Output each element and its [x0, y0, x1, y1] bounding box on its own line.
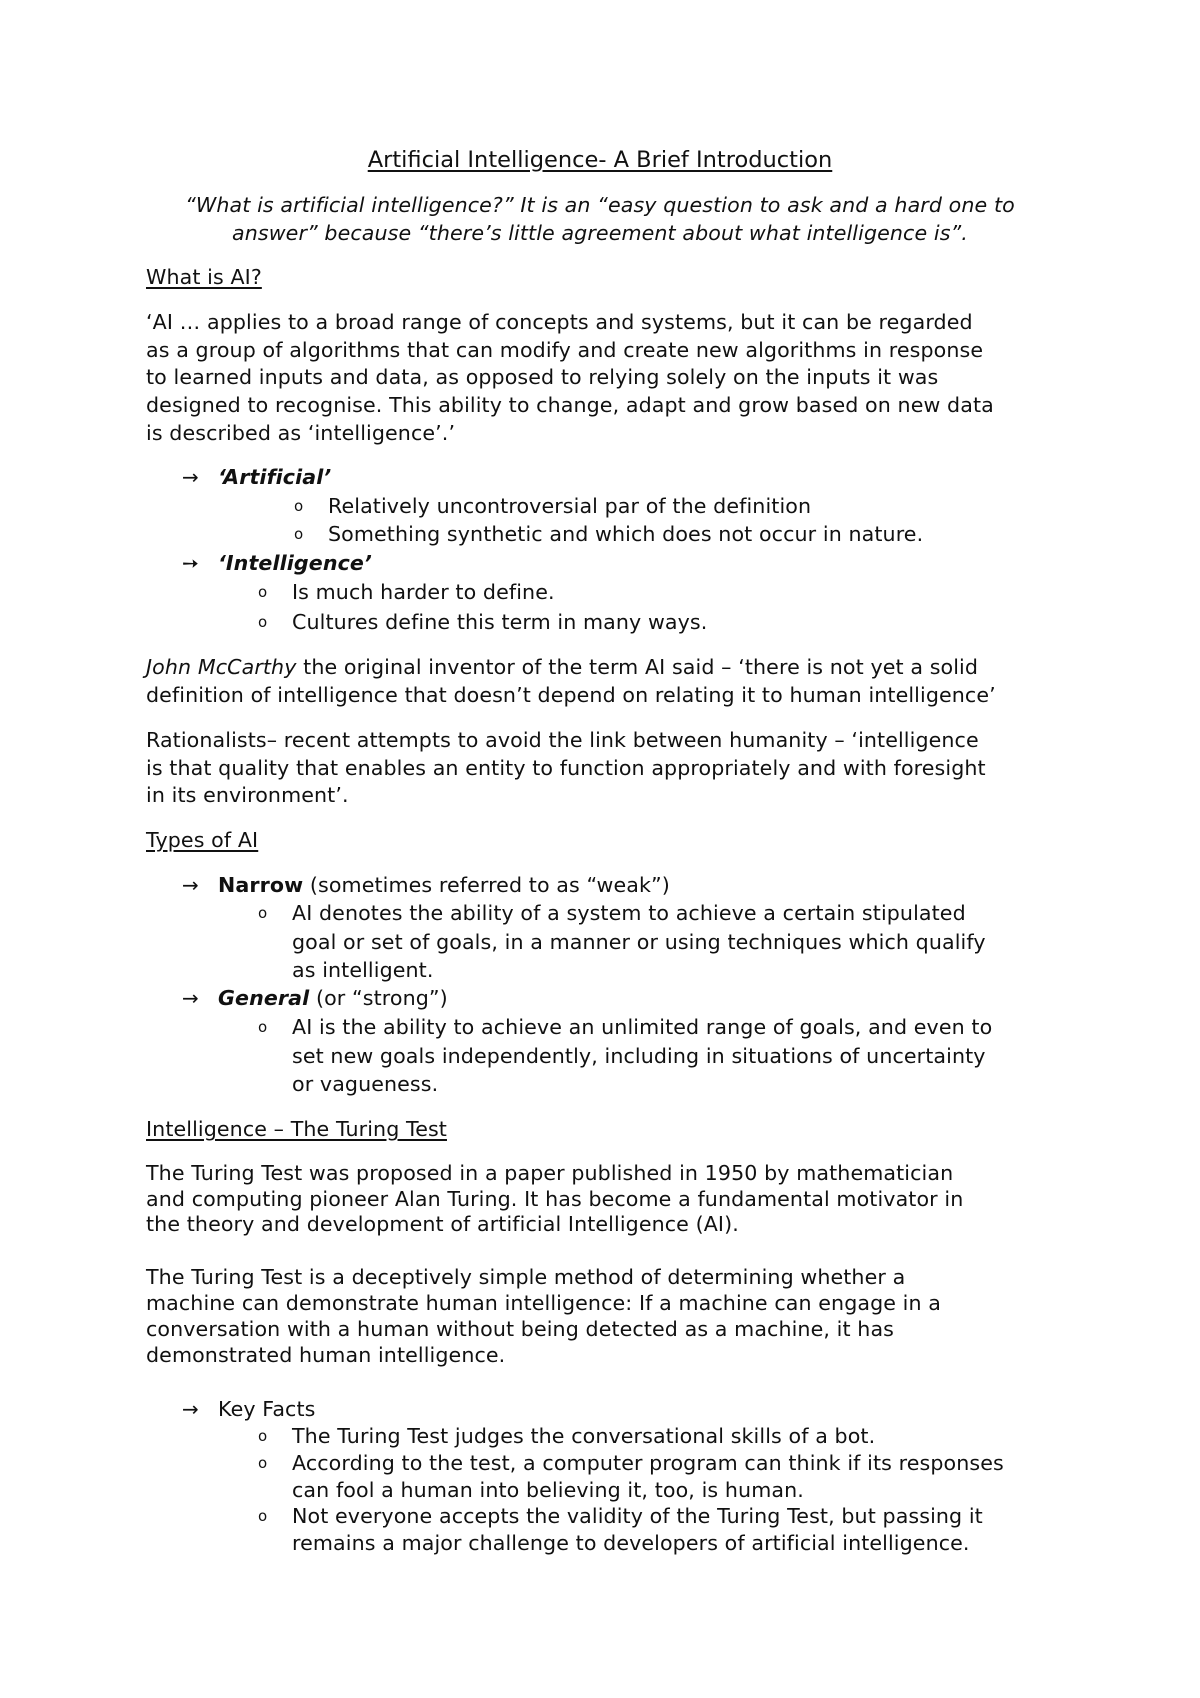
turing-para1-line-2: and computing pioneer Alan Turing. It has become a fundamental motivator in — [146, 1187, 964, 1211]
key-fact-2-line-1: According to the test, a computer program can think if its responses — [292, 1451, 1004, 1475]
section-heading-what-is-ai: What is AI? — [146, 265, 262, 289]
quote-line-4: designed to recognise. This ability to change, adapt and grow based on new data — [146, 393, 994, 417]
bullet-icon: o — [258, 583, 268, 601]
quote-line-3: to learned inputs and data, as opposed to relying solely on the inputs it was — [146, 365, 939, 389]
arrow-icon: → — [182, 1397, 199, 1421]
label-general: General — [218, 986, 310, 1010]
rationalists-line-1: Rationalists– recent attempts to avoid the link between humanity – ‘intelligence — [146, 728, 979, 752]
narrow-point-line-3: as intelligent. — [292, 958, 434, 982]
intelligence-point-2: Cultures define this term in many ways. — [292, 610, 708, 634]
rationalists-line-2: is that quality that enables an entity to function appropriately and with foresight — [146, 756, 986, 780]
artificial-point-2: Something synthetic and which does not occur in nature. — [328, 522, 924, 546]
turing-para2-line-3: conversation with a human without being detected as a machine, it has — [146, 1317, 894, 1341]
turing-para2-line-4: demonstrated human intelligence. — [146, 1343, 506, 1367]
turing-para1-line-3: the theory and development of artificial Intelligence (AI). — [146, 1212, 739, 1236]
bullet-icon: o — [258, 1018, 268, 1036]
artificial-point-1: Relatively uncontroversial par of the definition — [328, 494, 812, 518]
page-title: Artificial Intelligence- A Brief Introduction — [367, 147, 833, 173]
arrow-icon: → — [182, 873, 199, 897]
turing-para1-line-1: The Turing Test was proposed in a paper published in 1950 by mathematician — [146, 1161, 954, 1185]
intelligence-point-1: Is much harder to define. — [292, 580, 555, 604]
label-narrow: Narrow — [218, 873, 304, 897]
bold-arrow-icon: ➙ — [182, 551, 199, 575]
narrow-point-line-2: goal or set of goals, in a manner or using techniques which qualify — [292, 930, 986, 954]
mccarthy-name: John McCarthy — [146, 655, 297, 679]
bullet-icon: o — [258, 1454, 268, 1472]
key-fact-3-line-2: remains a major challenge to developers of artificial intelligence. — [292, 1531, 970, 1555]
bullet-icon: o — [258, 1427, 268, 1445]
mccarthy-line-2: definition of intelligence that doesn’t depend on relating it to human intelligence’ — [146, 683, 996, 707]
intro-line-2: answer” because “there’s little agreement about what intelligence is”. — [232, 221, 968, 245]
label-artificial: ‘Artificial’ — [218, 465, 332, 489]
narrow-point-line-1: AI denotes the ability of a system to achieve a certain stipulated — [292, 901, 966, 925]
general-point-line-3: or vagueness. — [292, 1072, 439, 1096]
quote-line-5: is described as ‘intelligence’.’ — [146, 421, 456, 445]
rationalists-line-3: in its environment’. — [146, 783, 349, 807]
bullet-icon: o — [258, 1507, 268, 1525]
quote-line-2: as a group of algorithms that can modify and create new algorithms in response — [146, 338, 984, 362]
general-suffix: (or “strong”) — [309, 986, 448, 1010]
mccarthy-line-1-rest: the original inventor of the term AI said – ‘there is not yet a solid — [296, 655, 979, 679]
bullet-icon: o — [294, 497, 304, 515]
turing-para2-line-2: machine can demonstrate human intelligence: If a machine can engage in a — [146, 1291, 942, 1315]
arrow-icon: → — [182, 986, 199, 1010]
label-intelligence: ‘Intelligence’ — [218, 551, 372, 575]
intro-line-1: “What is artificial intelligence?” It is an “easy question to ask and a hard one to — [185, 193, 1015, 217]
key-fact-2-line-2: can fool a human into believing it, too, is human. — [292, 1478, 804, 1502]
label-key-facts: Key Facts — [218, 1397, 316, 1421]
turing-para2-line-1: The Turing Test is a deceptively simple method of determining whether a — [146, 1265, 906, 1289]
narrow-suffix: (sometimes referred to as “weak”) — [303, 873, 670, 897]
quote-line-1: ‘AI … applies to a broad range of concepts and systems, but it can be regarded — [146, 310, 973, 334]
bullet-icon: o — [258, 904, 268, 922]
mccarthy-line-1 — [146, 654, 978, 681]
bullet-icon: o — [258, 613, 268, 631]
general-point-line-1: AI is the ability to achieve an unlimited range of goals, and even to — [292, 1015, 993, 1039]
key-fact-3-line-1: Not everyone accepts the validity of the Turing Test, but passing it — [292, 1504, 983, 1528]
bullet-icon: o — [294, 525, 304, 543]
general-line — [218, 985, 448, 1012]
arrow-icon: → — [182, 465, 199, 489]
narrow-line — [218, 872, 670, 899]
key-fact-1-line-1: The Turing Test judges the conversational skills of a bot. — [292, 1424, 876, 1448]
section-heading-turing-test: Intelligence – The Turing Test — [146, 1117, 447, 1141]
general-point-line-2: set new goals independently, including in situations of uncertainty — [292, 1044, 986, 1068]
section-heading-types-of-ai: Types of AI — [146, 828, 259, 852]
